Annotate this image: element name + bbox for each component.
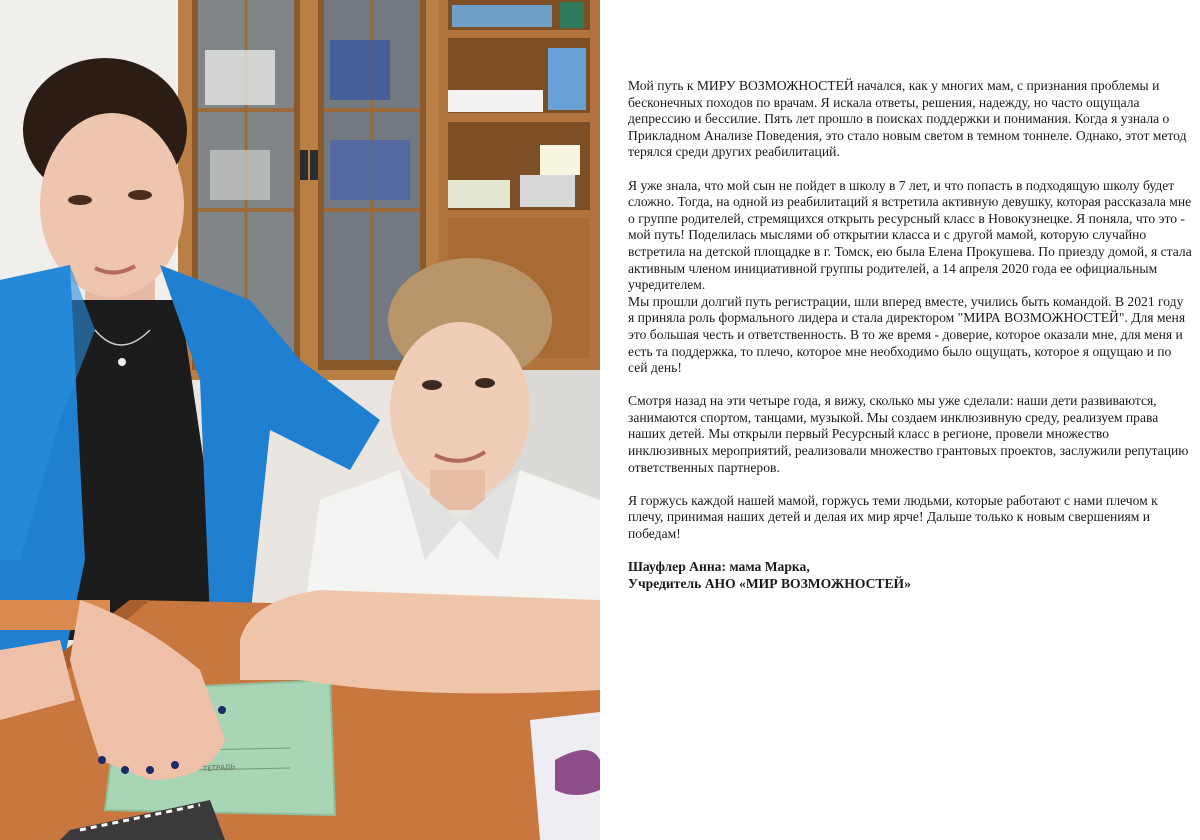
signature-name: Шауфлер Анна: мама Марка, — [628, 559, 810, 575]
paragraph-intro: Мой путь к МИРУ ВОЗМОЖНОСТЕЙ начался, как у многих мам, с признания проблемы и бесконечных походов по врачам. Я искала ответы, решения, надежду, но часто ощущала депрессию и бессилие. Пять лет прошло в поисках поддержки и понимания. Когда я узнала о Прикладном Анализе Поведения, это стало новым светом в темном тоннеле. Однако, этот метод терялся среди других реабилитаций. — [628, 78, 1187, 160]
paragraph-achievements: Смотря назад на эти четыре года, я вижу, сколько мы уже сделали: наши дети развиваются, занимаются спортом, танцами, музыкой. Мы создаем инклюзивную среду, реализуем права наших детей. Мы открыли первый Ресурсный класс в регионе, провели множество инклюзивных мероприятий, реализовали множество грантовых проектов, заслужили репутацию ответственных партнеров. — [628, 393, 1189, 475]
signature — [628, 559, 1192, 592]
paragraph-journey: Я уже знала, что мой сын не пойдет в школу в 7 лет, и что попасть в подходящую школу будет сложно. Тогда, на одной из реабилитаций я встретила активную девушку, которая рассказала мне о группе родителей, стремящихся открыть ресурсный класс в Новокузнецке. Я поняла, что это - мой путь! Поделилась мыслями об открытии класса и с другой мамой, которую случайно встретила на детской площадке в г. Томск, ею была Елена Прокушева. По приезду домой, я стала активным членом инициативной группы родителей, а 14 апреля 2020 года ее официальным учредителем. Мы прошли долгий путь регистрации, шли вперед вместе, учились быть командой. В 2021 году я приняла роль формального лидера и стала директором "МИРА ВОЗМОЖНОСТЕЙ". Для меня это большая честь и ответственность. В то же время - доверие, которое оказали мне, для меня и есть та поддержка, то плечо, которое мне необходимо было ощущать, которое я ощущаю и по сей день! — [628, 177, 1192, 376]
paragraph-pride: Я горжусь каждой нашей мамой, горжусь теми людьми, которые работают с нами плечом к плечу, принимая наших детей и делая их мир ярче! Дальше только к новым свершениям и победам! — [628, 492, 1158, 542]
article-text — [600, 0, 1200, 840]
signature-title: Учредитель АНО «МИР ВОЗМОЖНОСТЕЙ» — [628, 575, 911, 591]
notebook-label: ТЕТРАДЬ — [202, 762, 236, 774]
